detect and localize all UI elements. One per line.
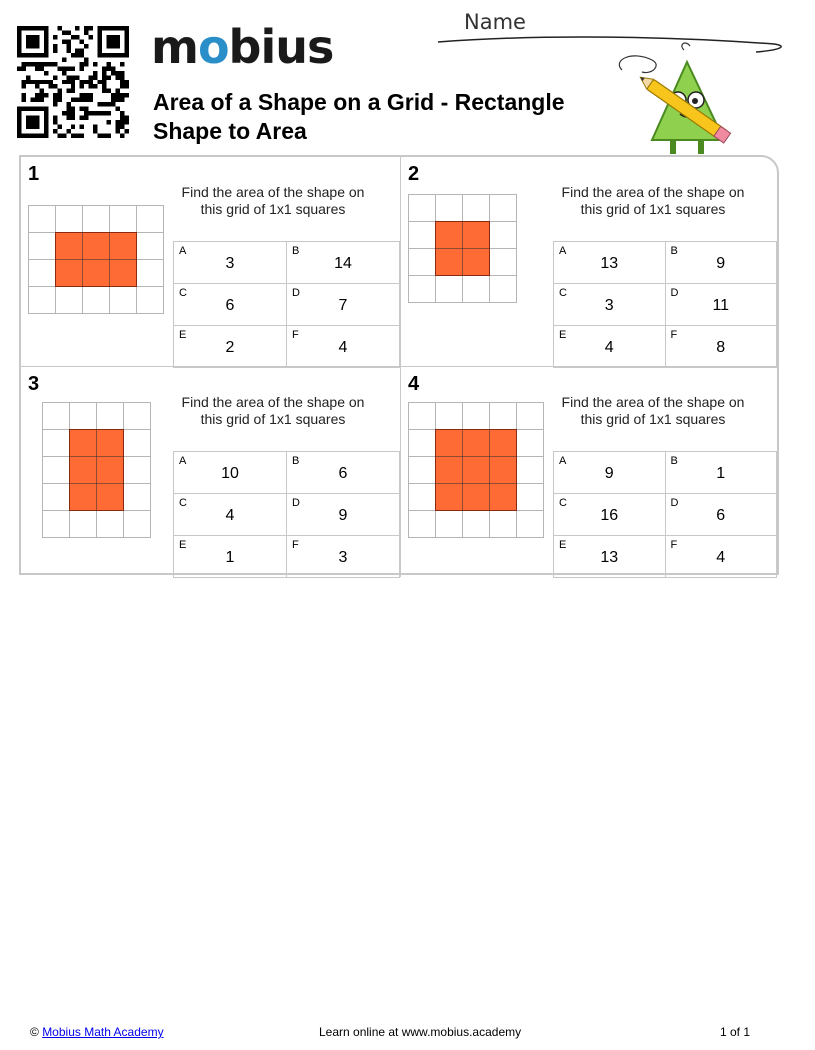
- grid-cell: [43, 511, 70, 538]
- answer-option-e[interactable]: [174, 536, 287, 578]
- question-prompt: Find the area of the shape on this grid of 1x1 squares: [181, 394, 365, 427]
- answer-option-e[interactable]: [174, 326, 287, 368]
- option-value: 4: [338, 339, 348, 356]
- answer-option-a[interactable]: [174, 242, 287, 284]
- option-value: 8: [716, 339, 726, 356]
- grid-cell: [490, 511, 517, 538]
- option-value: 9: [338, 507, 348, 524]
- page-number: 1 of 1: [720, 1025, 751, 1039]
- grid-cell: [463, 403, 490, 430]
- grid-cell: [463, 195, 490, 222]
- option-letter: B: [292, 455, 300, 467]
- answer-option-d[interactable]: [665, 494, 777, 536]
- grid-cell: [29, 233, 56, 260]
- footer-copyright: [30, 1025, 164, 1039]
- answer-option-b[interactable]: [287, 242, 400, 284]
- option-value: 16: [600, 507, 619, 524]
- grid-cell: [124, 484, 151, 511]
- option-letter: D: [670, 287, 679, 299]
- option-letter: D: [670, 497, 679, 509]
- question-number: 1: [28, 163, 40, 185]
- answer-option-f[interactable]: [665, 536, 777, 578]
- option-value: 13: [600, 255, 619, 272]
- option-letter: F: [670, 329, 678, 341]
- grid-cell: [463, 511, 490, 538]
- grid-cell: [29, 260, 56, 287]
- grid-cell: [137, 287, 164, 314]
- option-value: 10: [221, 465, 239, 482]
- grid-cell: [137, 233, 164, 260]
- answer-option-f[interactable]: [287, 326, 400, 368]
- copyright-symbol: ©: [30, 1025, 39, 1039]
- grid-cell: [43, 403, 70, 430]
- title-line-2: Shape to Area: [153, 118, 307, 144]
- shape-grid: [408, 194, 517, 303]
- grid-cell: [490, 222, 517, 249]
- option-letter: D: [292, 287, 300, 299]
- option-value: 4: [225, 507, 235, 524]
- option-value: 7: [338, 297, 348, 314]
- question-2: [401, 157, 777, 367]
- option-value: 9: [604, 465, 614, 482]
- option-value: 13: [600, 549, 619, 566]
- grid-cell: [43, 457, 70, 484]
- answer-option-d[interactable]: [287, 494, 400, 536]
- footer-center-text: Learn online at www.mobius.academy: [319, 1025, 522, 1039]
- option-letter: A: [179, 455, 187, 467]
- shape-grid: [408, 402, 544, 538]
- option-value: 14: [334, 255, 352, 272]
- grid-cell: [137, 206, 164, 233]
- grid-cell: [436, 511, 463, 538]
- answer-option-f[interactable]: [287, 536, 400, 578]
- option-letter: E: [559, 539, 567, 551]
- answer-option-b[interactable]: [665, 242, 777, 284]
- grid-cell: [110, 287, 137, 314]
- grid-cell: [490, 195, 517, 222]
- name-label: Name: [464, 10, 526, 34]
- grid-cell: [56, 287, 83, 314]
- answer-options: [553, 451, 777, 578]
- question-number: 2: [408, 163, 420, 185]
- question-number: 3: [28, 373, 40, 395]
- option-value: 9: [716, 255, 726, 272]
- grid-cell: [124, 511, 151, 538]
- option-value: 6: [716, 507, 726, 524]
- grid-cell: [97, 511, 124, 538]
- grid-cell: [409, 222, 436, 249]
- option-letter: C: [559, 497, 567, 509]
- answer-option-a[interactable]: [174, 452, 287, 494]
- grid-cell: [29, 206, 56, 233]
- grid-cell: [409, 403, 436, 430]
- option-letter: C: [559, 287, 567, 299]
- grid-cell: [463, 276, 490, 303]
- mascot-pencil-character-icon: [612, 40, 742, 156]
- answer-option-a[interactable]: [554, 242, 666, 284]
- answer-option-f[interactable]: [665, 326, 777, 368]
- grid-cell: [517, 457, 544, 484]
- option-letter: E: [179, 329, 187, 341]
- option-letter: C: [179, 497, 187, 509]
- option-value: 6: [225, 297, 235, 314]
- option-letter: C: [179, 287, 187, 299]
- worksheet-grid: [19, 155, 779, 575]
- option-letter: B: [670, 455, 678, 467]
- grid-cell: [56, 206, 83, 233]
- grid-cell: [124, 430, 151, 457]
- grid-cell: [517, 511, 544, 538]
- shape-grid: [42, 402, 151, 538]
- option-value: 4: [604, 339, 614, 356]
- grid-cell: [110, 206, 137, 233]
- answer-option-b[interactable]: [287, 452, 400, 494]
- answer-option-d[interactable]: [665, 284, 777, 326]
- question-4: [401, 367, 777, 577]
- grid-cell: [436, 276, 463, 303]
- grid-cell: [83, 287, 110, 314]
- title-line-1: Area of a Shape on a Grid - Rectangle: [153, 89, 565, 115]
- grid-cell: [70, 511, 97, 538]
- answer-option-c[interactable]: [554, 494, 666, 536]
- answer-options: [173, 451, 400, 578]
- question-prompt: Find the area of the shape on this grid of 1x1 squares: [181, 184, 365, 217]
- answer-option-d[interactable]: [287, 284, 400, 326]
- grid-cell: [43, 484, 70, 511]
- option-letter: A: [179, 245, 187, 257]
- grid-cell: [517, 484, 544, 511]
- grid-cell: [409, 511, 436, 538]
- answer-option-c[interactable]: [174, 284, 287, 326]
- rectangle-shape: [436, 430, 517, 511]
- question-prompt: Find the area of the shape on this grid of 1x1 squares: [561, 184, 745, 217]
- question-3: [21, 367, 401, 577]
- shape-grid: [28, 205, 164, 314]
- answer-options: [173, 241, 400, 368]
- mobius-academy-link[interactable]: Mobius Math Academy: [42, 1025, 164, 1039]
- answer-option-e[interactable]: [554, 536, 666, 578]
- qr-code: [17, 26, 129, 138]
- question-prompt: Find the area of the shape on this grid of 1x1 squares: [561, 394, 745, 427]
- option-letter: D: [292, 497, 300, 509]
- option-letter: F: [292, 539, 299, 551]
- grid-cell: [490, 249, 517, 276]
- option-letter: B: [292, 245, 300, 257]
- grid-cell: [29, 287, 56, 314]
- grid-cell: [97, 403, 124, 430]
- grid-cell: [409, 430, 436, 457]
- answer-option-a[interactable]: [554, 452, 666, 494]
- option-value: 4: [716, 549, 726, 566]
- grid-cell: [124, 403, 151, 430]
- answer-options: [553, 241, 777, 368]
- grid-cell: [409, 484, 436, 511]
- option-letter: F: [670, 539, 678, 551]
- answer-option-e[interactable]: [554, 326, 666, 368]
- worksheet-title: [153, 88, 565, 146]
- grid-cell: [124, 457, 151, 484]
- grid-cell: [83, 206, 110, 233]
- grid-cell: [517, 430, 544, 457]
- grid-cell: [490, 403, 517, 430]
- option-value: 3: [604, 297, 614, 314]
- option-letter: F: [292, 329, 299, 341]
- option-letter: A: [559, 455, 567, 467]
- option-value: 3: [225, 255, 235, 272]
- grid-cell: [490, 276, 517, 303]
- option-letter: E: [559, 329, 567, 341]
- option-value: 1: [225, 549, 235, 566]
- grid-cell: [43, 430, 70, 457]
- question-number: 4: [408, 373, 420, 395]
- question-1: [21, 157, 401, 367]
- option-letter: A: [559, 245, 567, 257]
- option-letter: E: [179, 539, 187, 551]
- answer-option-c[interactable]: [554, 284, 666, 326]
- option-value: 11: [712, 297, 730, 314]
- grid-cell: [409, 195, 436, 222]
- mobius-logo: mobius: [151, 20, 334, 74]
- option-value: 6: [338, 465, 348, 482]
- answer-option-c[interactable]: [174, 494, 287, 536]
- grid-cell: [137, 260, 164, 287]
- option-value: 3: [338, 549, 348, 566]
- grid-cell: [409, 249, 436, 276]
- option-value: 2: [225, 339, 235, 356]
- grid-cell: [70, 403, 97, 430]
- grid-cell: [409, 457, 436, 484]
- grid-cell: [517, 403, 544, 430]
- answer-option-b[interactable]: [665, 452, 777, 494]
- option-letter: B: [670, 245, 678, 257]
- grid-cell: [436, 195, 463, 222]
- grid-cell: [409, 276, 436, 303]
- option-value: 1: [716, 465, 726, 482]
- grid-cell: [436, 403, 463, 430]
